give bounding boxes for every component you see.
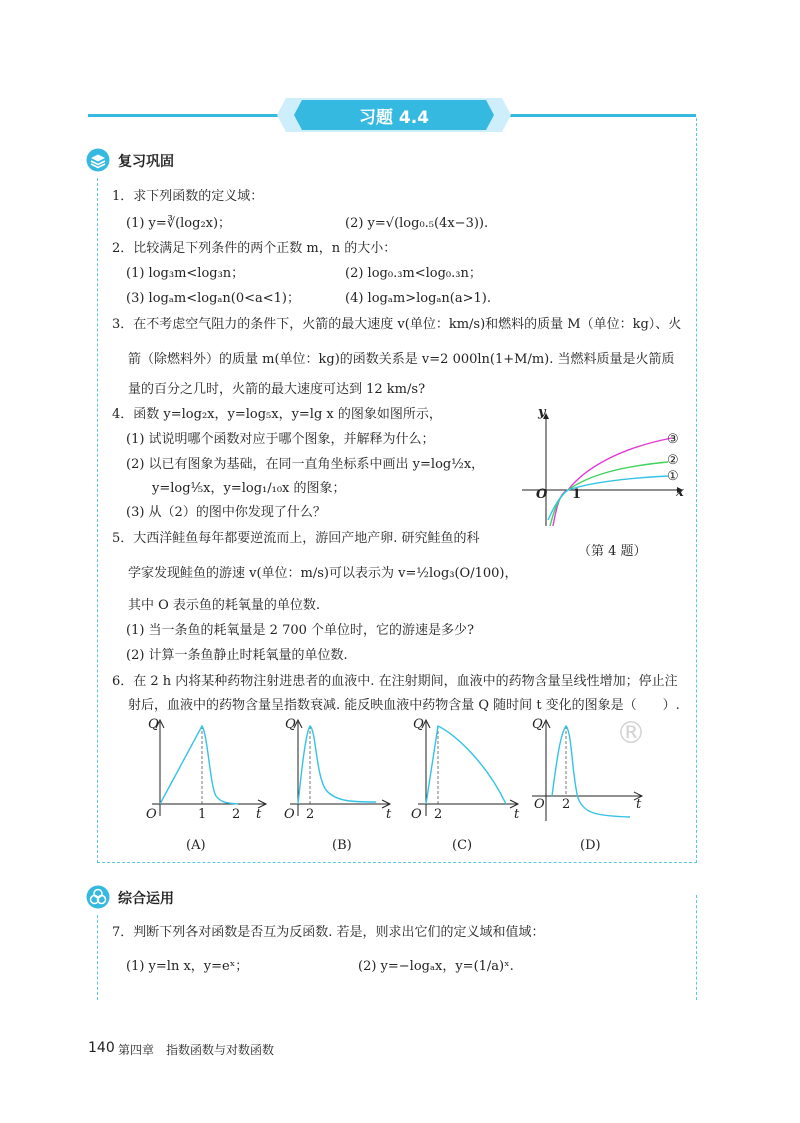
q4-curve-2 xyxy=(550,462,668,526)
frame-bottom-border xyxy=(97,862,697,863)
q4-graph-y-label: y xyxy=(538,405,546,420)
q6-a-q-label: Q xyxy=(148,717,159,732)
q3-line2: 箭（除燃料外）的质量 m(单位：kg)的函数关系是 v=2 000ln(1+M/m). 当燃料质量是火箭质 xyxy=(128,352,675,367)
q6-graph-d xyxy=(528,716,648,826)
q6-d-caption: (D) xyxy=(580,838,601,853)
frame-left-border xyxy=(97,178,98,863)
q6-a-origin: O xyxy=(146,807,157,822)
q4-graph-label-3: ③ xyxy=(667,432,679,447)
q2-part4: (4) logₐm>logₐn(a>1). xyxy=(345,291,491,306)
q6-graph-b xyxy=(280,716,395,826)
page-title: 习题 4.4 xyxy=(358,108,430,128)
q6-graph-a xyxy=(142,716,272,826)
q4-curve-1 xyxy=(548,476,668,520)
q6-c-tick-2: 2 xyxy=(434,807,443,822)
q4-part3: (3) 从（2）的图中你发现了什么？ xyxy=(126,505,326,520)
q6-b-caption: (B) xyxy=(332,838,352,853)
chapter-title: 第四章 指数函数与对数函数 xyxy=(118,1043,275,1057)
q6-b-t-label: t xyxy=(386,807,392,822)
q7-part2: (2) y=−logₐx，y=(1/a)ˣ. xyxy=(358,959,514,974)
frame2-left-border xyxy=(97,915,98,1000)
q3-line1: 3．在不考虑空气阻力的条件下，火箭的最大速度 v(单位：km/s)和燃料的质量 M（单位：kg）、火 xyxy=(112,317,682,332)
q5-part1: (1) 当一条鱼的耗氧量是 2 700 个单位时，它的游速是多少? xyxy=(126,623,474,638)
q4-graph-caption: （第 4 题） xyxy=(578,544,647,559)
q6-b-origin: O xyxy=(284,807,295,822)
q5-line3: 其中 O 表示鱼的耗氧量的单位数. xyxy=(128,598,321,613)
q6-d-t-label: t xyxy=(636,797,642,812)
header-rule-left xyxy=(88,114,298,117)
q6-d-q-label: Q xyxy=(532,717,543,732)
q7-stem: 7．判断下列各对函数是否互为反函数. 若是，则求出它们的定义域和值域： xyxy=(112,925,545,940)
q4-curve-3 xyxy=(553,438,672,526)
q1-part1: (1) y=∛(log₂x)； xyxy=(126,216,232,231)
q4-part2-cont: y=log⅕x，y=log₁/₁₀x 的图象； xyxy=(152,481,346,496)
q4-graph-origin: O xyxy=(536,487,548,502)
q6-line2: 射后，血液中的药物含量呈指数衰减. 能反映血液中药物含量 Q 随时间 t 变化的图象是（ ）. xyxy=(128,698,680,713)
q4-log-graph xyxy=(510,402,690,532)
page-number: 140 xyxy=(88,1040,115,1056)
q6-a-caption: (A) xyxy=(186,838,206,853)
q4-graph-x-label: x xyxy=(676,485,684,500)
q3-line3: 量的百分之几时，火箭的最大速度可达到 12 km/s? xyxy=(128,382,426,397)
q6-c-t-label: t xyxy=(514,807,520,822)
q4-graph-one: 1 xyxy=(572,487,582,502)
q2-part2: (2) log₀.₃m<log₀.₃n； xyxy=(345,266,482,281)
q4-graph-label-1: ① xyxy=(667,469,679,484)
q4-part1: (1) 试说明哪个函数对应于哪个图象，并解释为什么； xyxy=(126,432,435,447)
q6-b-tick-2: 2 xyxy=(306,807,315,822)
q6-d-tick-2: 2 xyxy=(562,797,571,812)
q2-stem: 2．比较满足下列条件的两个正数 m，n 的大小： xyxy=(112,241,397,256)
layers-icon xyxy=(86,148,110,172)
section-title-comprehensive: 综合运用 xyxy=(118,891,174,907)
q4-stem: 4．函数 y=log₂x，y=log₅x，y=lg x 的图象如图所示， xyxy=(112,407,442,422)
q4-part2: (2) 以已有图象为基础，在同一直角坐标系中画出 y=log½x， xyxy=(126,457,485,472)
q6-b-q-label: Q xyxy=(285,717,296,732)
q6-d-origin: O xyxy=(534,797,545,812)
q6-a-tick-2: 2 xyxy=(232,807,241,822)
q1-part2: (2) y=√(log₀.₅(4x−3)). xyxy=(345,216,489,231)
section-title-review: 复习巩固 xyxy=(118,154,174,170)
q6-c-q-label: Q xyxy=(413,717,424,732)
q6-a-tick-1: 1 xyxy=(198,807,207,822)
triad-icon xyxy=(86,885,110,909)
q6-line1: 6．在 2 h 内将某种药物注射进患者的血液中. 在注射期间，血液中的药物含量呈线性增加；停止注 xyxy=(112,674,678,689)
frame2-right-border xyxy=(696,895,697,1000)
q1-stem: 1．求下列函数的定义域： xyxy=(112,189,264,204)
q4-graph-label-2: ② xyxy=(667,453,679,468)
q5-part2: (2) 计算一条鱼静止时耗氧量的单位数. xyxy=(126,648,348,663)
q2-part1: (1) log₃m<log₃n； xyxy=(126,266,245,281)
q2-part3: (3) logₐm<logₐn(0<a<1)； xyxy=(126,291,301,306)
q7-part1: (1) y=ln x，y=eˣ； xyxy=(126,959,249,974)
header-rule-right xyxy=(500,114,696,117)
q6-a-t-label: t xyxy=(256,807,262,822)
q5-line2: 学家发现鲑鱼的游速 v(单位：m/s)可以表示为 v=½log₃(O/100)， xyxy=(128,566,518,581)
q6-c-caption: (C) xyxy=(452,838,473,853)
frame-right-border xyxy=(696,118,697,863)
q6-c-origin: O xyxy=(411,807,422,822)
watermark-registered-mark: ® xyxy=(616,716,646,751)
q5-line1: 5．大西洋鲑鱼每年都要逆流而上，游回产地产卵. 研究鲑鱼的科 xyxy=(112,531,480,546)
q6-graph-c xyxy=(408,716,523,826)
